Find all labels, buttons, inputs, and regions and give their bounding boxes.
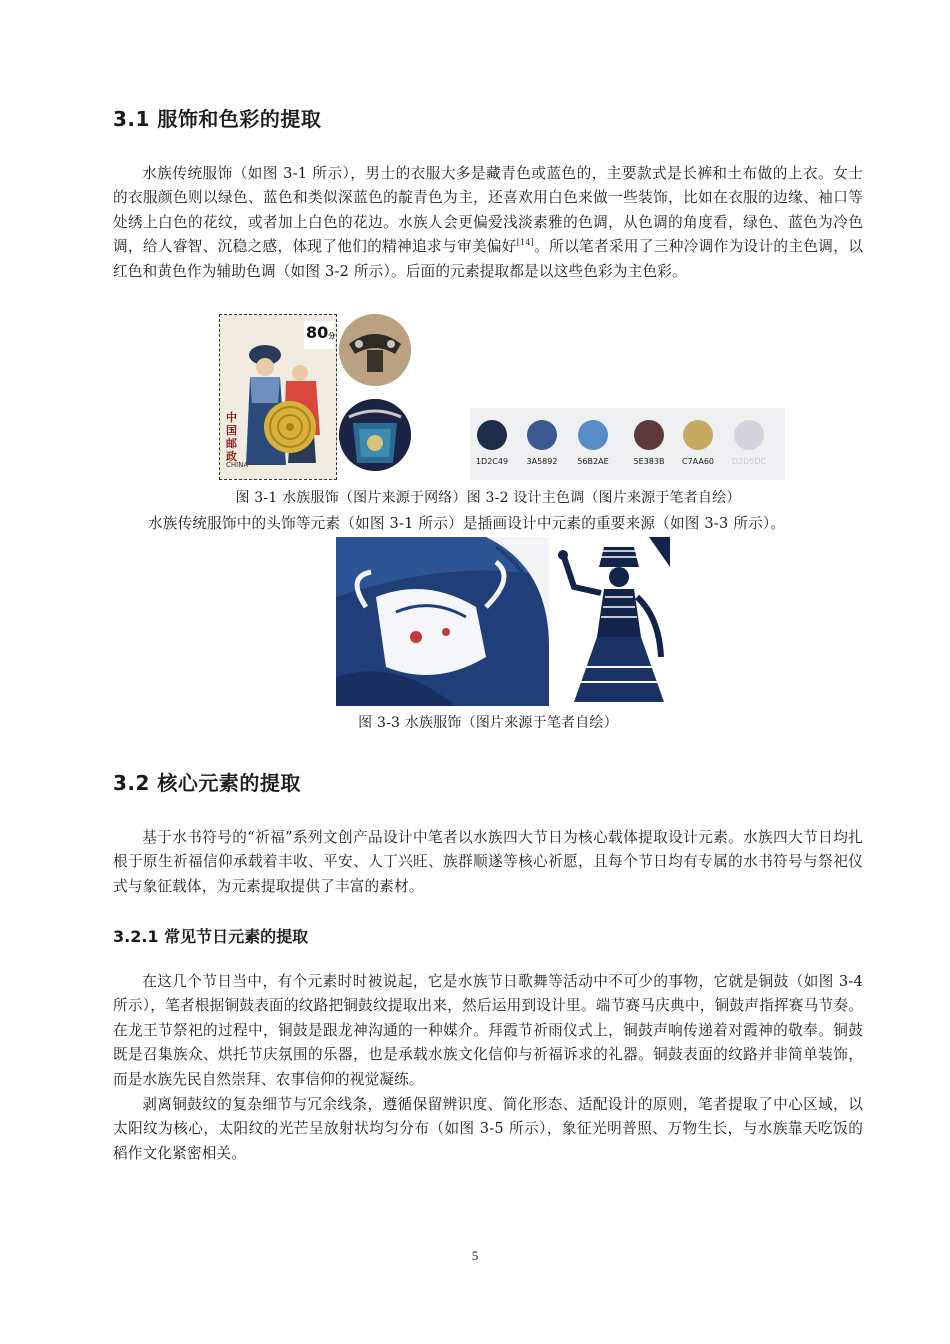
paragraph-clothing-colors [113, 162, 863, 284]
swatch-code: C7AA60 [681, 457, 715, 466]
citation-ref: [14] [516, 238, 534, 248]
swatch-code: 5E383B [633, 457, 665, 466]
swatch-code: 1D2C49 [475, 457, 509, 466]
color-swatch [527, 420, 557, 450]
section-heading-3-1: 3.1 服饰和色彩的提取 [113, 107, 322, 131]
stamp-image [219, 314, 337, 480]
swatch-code: 56B2AE [577, 457, 609, 466]
stamp-label-en: CHINA [226, 461, 249, 469]
subsection-heading-3-2-1: 3.2.1 常见节日元素的提取 [113, 927, 309, 946]
swatch-code: 3A5892 [526, 457, 558, 466]
paragraph-bronze-drum: 在这几个节日当中，有个元素时时被说起，它是水族节日歌舞等活动中不可少的事物，它就是铜鼓（如图 3-4 所示），笔者根据铜鼓表面的纹路把铜鼓纹提取出来，然后运用到设计里。端节赛马庆典中，铜鼓声指挥赛马节奏。在龙王节祭祀的过程中，铜鼓是跟龙神沟通的一种媒介。拜霞节祈雨仪式上，铜鼓声响传递着对霞神的敬奉。铜鼓既是召集族众、烘托节庆氛围的乐器，也是承载水族文化信仰与祈福诉求的礼器。铜鼓表面的纹路并非简单装饰，而是水族先民自然崇拜、农事信仰的视觉凝练。 [113, 973, 863, 1088]
embroidery-photo [339, 399, 411, 471]
page-number: 5 [471, 1248, 479, 1263]
paragraph-text: 水族传统服饰（如图 3-1 所示），男士的衣服大多是藏青色或蓝色的，主要款式是长裤和土布做的上衣。女士的衣服颜色则以绿色、蓝色和类似深蓝色的靛青色为主，还喜欢用白色来做一些装饰，比如在衣服的边缘、袖口等处绣上白色的花纹，或者加上白色的花边。水族人会更偏爱浅淡素雅的色调，从色调的角度看，绿色、蓝色为冷色调，给人睿智、沉稳之感，体现了他们的精神追求与审美偏好 [113, 165, 863, 256]
paragraph-sun-pattern: 剥离铜鼓纹的复杂细节与冗余线条，遵循保留辨识度、简化形态、适配设计的原则，笔者提取了中心区域，以太阳纹为核心，太阳纹的光芒呈放射状均匀分布（如图 3-5 所示），象征光明普照、万物生长，与水族靠天吃饭的稻作文化紧密相关。 [113, 1096, 863, 1162]
stamp-value: 80分 [306, 323, 336, 342]
paragraph-text-end: 。所以笔者采用了三种冷调作为设计的主色调，以红色和黄色作为辅助色调（如图 3-2 所示）。后面的元素提取都是以这些色彩为主色彩。 [113, 238, 863, 280]
illustration-buffalo [336, 537, 549, 706]
stamp-label-cn: 中国邮政 [226, 411, 237, 463]
color-palette [470, 408, 785, 480]
paragraph-core-elements: 基于水书符号的“祈福”系列文创产品设计中笔者以水族四大节日为核心载体提取设计元素。水族四大节日均扎根于原生祈福信仰承载着丰收、平安、人丁兴旺、族群顺遂等核心祈愿，且每个节日均有专属的水书符号与祭祀仪式与象征载体，为元素提取提供了丰富的素材。 [113, 829, 863, 895]
color-swatch [477, 420, 507, 450]
headdress-photo [339, 314, 411, 386]
figure-caption-3-3: 图 3-3 水族服饰（图片来源于笔者自绘） [358, 715, 618, 731]
paragraph-headwear: 水族传统服饰中的头饰等元素（如图 3-1 所示）是插画设计中元素的重要来源（如图 3-3 所示）。 [148, 515, 786, 532]
color-swatch [683, 420, 713, 450]
color-swatch [734, 420, 764, 450]
swatch-code: D2D5DC [731, 457, 767, 466]
color-swatch [634, 420, 664, 450]
color-swatch [578, 420, 608, 450]
figure-caption-3-1-3-2: 图 3-1 水族服饰（图片来源于网络）图 3-2 设计主色调（图片来源于笔者自绘） [235, 490, 741, 506]
section-heading-3-2: 3.2 核心元素的提取 [113, 771, 301, 795]
illustration-papercut-figure [549, 537, 670, 706]
